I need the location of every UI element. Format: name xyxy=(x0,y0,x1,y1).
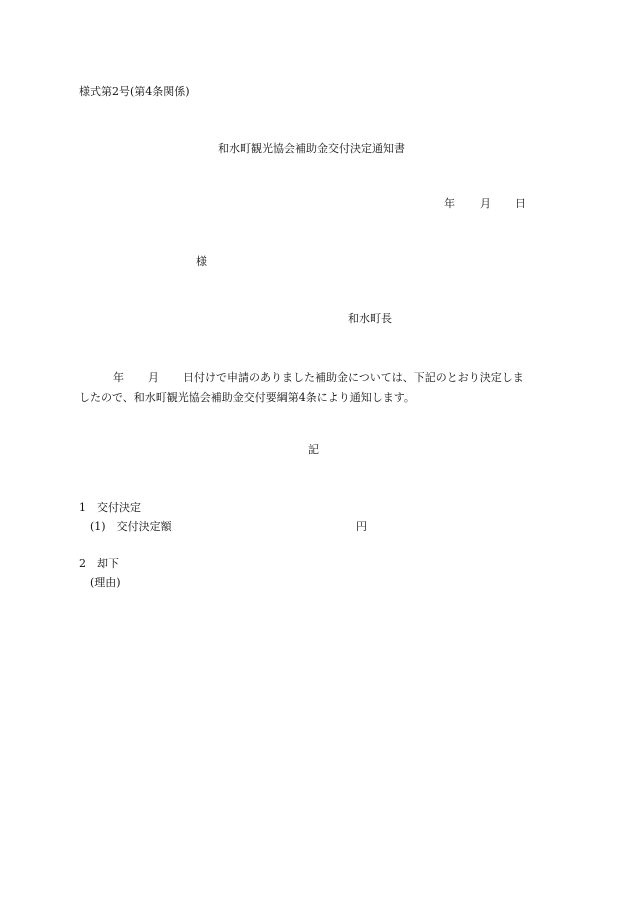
section-2-heading: 2 却下 xyxy=(79,557,119,570)
ki-heading: 記 xyxy=(308,443,319,456)
section-1-item-label: (1) 交付決定額 xyxy=(90,520,172,533)
body-year-label: 年 xyxy=(113,371,124,384)
document-title: 和水町観光協会補助金交付決定通知書 xyxy=(218,142,405,155)
section-1-heading: 1 交付決定 xyxy=(79,501,141,514)
body-month-label: 月 xyxy=(148,371,159,384)
notice-body-line-1 xyxy=(79,368,553,388)
notice-body xyxy=(79,368,553,408)
section-2-reason-label: (理由) xyxy=(90,576,121,589)
date-year-label: 年 xyxy=(444,197,455,210)
date-day-label: 日 xyxy=(515,197,526,210)
body-line-1-text: 日付けで申請のありました補助金については、下記のとおり決定しま xyxy=(183,371,524,384)
yen-unit: 円 xyxy=(356,520,367,533)
notice-body-line-2: したので、和水町観光協会補助金交付要綱第4条により通知します。 xyxy=(79,391,415,404)
issuer-name: 和水町長 xyxy=(348,312,392,325)
date-month-label: 月 xyxy=(480,197,491,210)
form-number: 様式第2号(第4条関係) xyxy=(79,85,190,98)
recipient-honorific: 様 xyxy=(196,255,207,268)
